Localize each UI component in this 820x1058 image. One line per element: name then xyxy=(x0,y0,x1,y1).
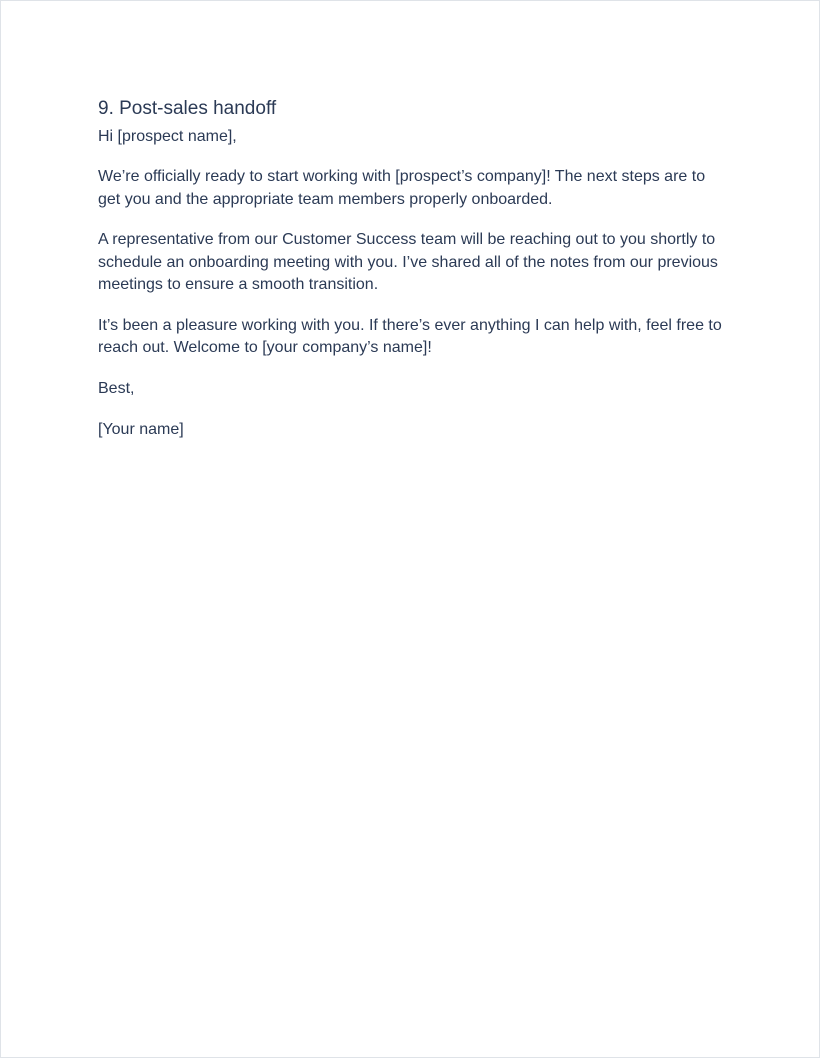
body-paragraph-1: We’re officially ready to start working with [prospect’s company]! The next steps are to get you and the appropriate team members properly onboarded. xyxy=(98,168,706,208)
email-template xyxy=(98,97,728,441)
section-heading: 9. Post-sales handoff xyxy=(98,98,277,119)
body-paragraph-2: A representative from our Customer Success team will be reaching out to you shortly to schedule an onboarding meeting with you. I’ve shared all of the notes from our previous meetings to ensure a smooth transition. xyxy=(98,231,718,293)
greeting-line: Hi [prospect name], xyxy=(98,128,237,145)
body-paragraph-3: It’s been a pleasure working with you. If there’s ever anything I can help with, feel free to reach out. Welcome to [your company’s name]! xyxy=(98,316,722,356)
signature-line: [Your name] xyxy=(98,420,184,438)
signoff-line: Best, xyxy=(98,379,135,397)
